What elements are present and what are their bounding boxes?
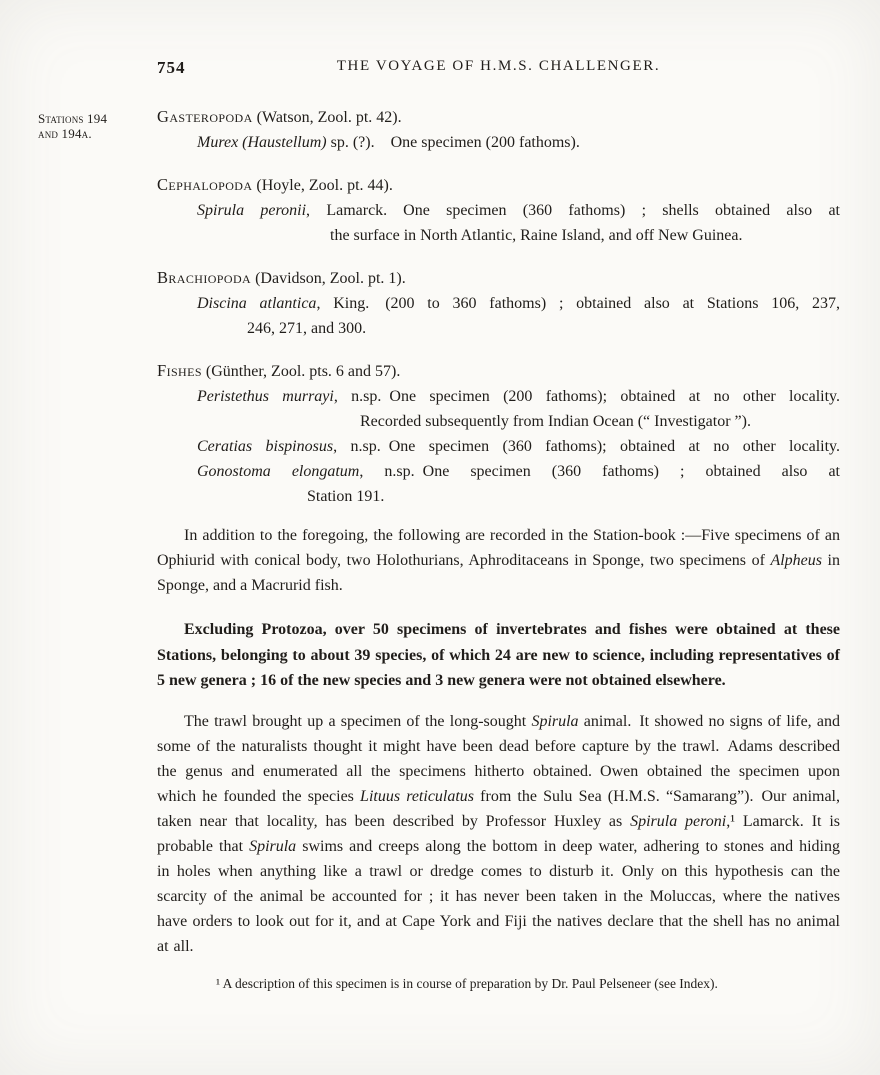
species-name-italic: Discina atlantica — [197, 295, 317, 312]
species-entry-text: , Lamarck. One specimen (360 fathoms) ; shells obtained also at — [306, 202, 840, 219]
section-fishes — [157, 358, 840, 509]
species-entry-text: Recorded subsequently from Indian Ocean (“ Investigator ”). — [360, 413, 751, 430]
section-heading-cephalopoda — [157, 172, 840, 198]
paragraph-text: animal. It showed no signs of life, and some of the naturalists thought it might have been dead before capture by the trawl. Adams described the genus and enumerated all the specimens hitherto obtained. Owen obtained the specimen upon which he founded the species — [157, 712, 841, 805]
paragraph-text: ,¹ Lamarck. It is probable that — [157, 812, 840, 855]
section-heading-name: Gasteropoda — [157, 107, 253, 126]
paragraph-text: swims and creeps along the bottom in deep water, adhering to stones and hiding in holes when anything like a trawl or dredge comes to disturb it. Only on this hypothesis can the scarcity of the animal be accounted for ; it has never been taken in the Moluccas, where the natives have orders to look out for it, and at Cape York and Fiji the natives declare that the shell has no animal at all. — [157, 837, 841, 955]
section-heading-citation: (Günther, Zool. pts. 6 and 57). — [201, 363, 401, 380]
section-heading-name: Brachiopoda — [157, 268, 252, 287]
species-entry-peristethus — [197, 384, 840, 409]
paragraph-text: from the Sulu Sea (H.M.S. “Samarang”). Our animal, taken near that locality, has been described by Professor Huxley as — [157, 787, 841, 830]
section-heading-name: Cephalopoda — [157, 175, 253, 194]
section-heading-gasteropoda — [157, 104, 840, 130]
species-entry-spirula — [197, 198, 840, 223]
species-entry-discina — [197, 291, 840, 316]
paragraph-summary-bold — [157, 617, 840, 694]
species-name-italic: Lituus reticulatus — [360, 787, 475, 805]
species-entry-text: , King. (200 to 360 fathoms) ; obtained also at Stations 106, 237, — [316, 295, 841, 312]
species-entry-text: the surface in North Atlantic, Raine Island, and off New Guinea. — [330, 227, 743, 244]
genus-name-italic: Alpheus — [770, 552, 822, 569]
section-brachiopoda — [157, 265, 840, 341]
paragraph-text: in Sponge, and a Macrurid fish. — [157, 552, 840, 594]
species-entry-text: , n.sp. One specimen (360 fathoms); obtained at no other locality. — [333, 438, 840, 455]
genus-name-italic: Spirula — [531, 712, 579, 730]
species-entry-text: Station 191. — [307, 488, 385, 505]
margin-note-line-2: and 194a. — [38, 126, 92, 141]
section-heading-citation: (Hoyle, Zool. pt. 44). — [252, 177, 393, 194]
species-entry-peristethus-continuation — [360, 409, 840, 434]
species-entry-ceratias — [197, 434, 840, 459]
section-cephalopoda — [157, 172, 840, 248]
page-content — [157, 104, 840, 993]
species-name-italic: Peristethus murrayi — [197, 388, 334, 405]
footnote-pelseneer — [216, 975, 840, 993]
species-entry-gonostoma-continuation — [307, 484, 840, 509]
species-name-italic: Ceratias bispinosus — [197, 438, 334, 455]
paragraph-text: Excluding Protozoa, over 50 specimens of invertebrates and fishes were obtained at these Stations, belonging to about 39 species, of which 24 are new to science, including representatives of 5 new genera ; 16 of the new species and 3 new genera were not obtained elsewhere. — [157, 621, 840, 689]
species-name-italic: Spirula peroni — [630, 812, 727, 830]
footnote-text: ¹ A description of this specimen is in course of preparation by Dr. Paul Pelseneer (see Index). — [216, 975, 718, 991]
species-entry-spirula-continuation — [330, 223, 840, 248]
species-entry-discina-continuation — [247, 316, 840, 341]
running-title: THE VOYAGE OF H.M.S. CHALLENGER. — [336, 58, 661, 74]
page-header — [157, 58, 840, 78]
paragraph-text: In addition to the foregoing, the following are recorded in the Station-book :—Five specimens of an Ophiurid with conical body, two Holothurians, Aphroditaceans in Sponge, two specimens of — [157, 527, 840, 569]
section-heading-brachiopoda — [157, 265, 840, 291]
species-entry-text: , n.sp. One specimen (360 fathoms) ; obtained also at — [359, 463, 841, 480]
species-entry-murex — [197, 130, 840, 155]
section-heading-citation: (Davidson, Zool. pt. 1). — [251, 270, 406, 287]
species-name-italic: Gonostoma elongatum — [197, 463, 360, 480]
section-heading-name: Fishes — [157, 361, 202, 380]
page-number: 754 — [157, 58, 186, 77]
margin-note-line-1: Stations 194 — [38, 111, 108, 126]
genus-name-italic: Spirula — [249, 837, 297, 855]
paragraph-spirula-trawl — [157, 709, 840, 959]
margin-note-stations — [38, 111, 153, 141]
paragraph-station-book — [157, 523, 840, 598]
species-entry-text: 246, 271, and 300. — [247, 320, 367, 337]
species-entry-text: sp. (?). One specimen (200 fathoms). — [326, 134, 580, 151]
species-name-italic: Spirula peronii — [197, 202, 307, 219]
section-heading-citation: (Watson, Zool. pt. 42). — [252, 109, 402, 126]
species-entry-gonostoma — [197, 459, 840, 484]
species-entry-text: , n.sp. One specimen (200 fathoms); obtained at no other locality. — [333, 388, 841, 405]
paragraph-text: The trawl brought up a specimen of the long-sought — [184, 712, 532, 730]
section-heading-fishes — [157, 358, 840, 384]
section-gasteropoda — [157, 104, 840, 155]
species-name-italic: Murex (Haustellum) — [197, 134, 327, 151]
